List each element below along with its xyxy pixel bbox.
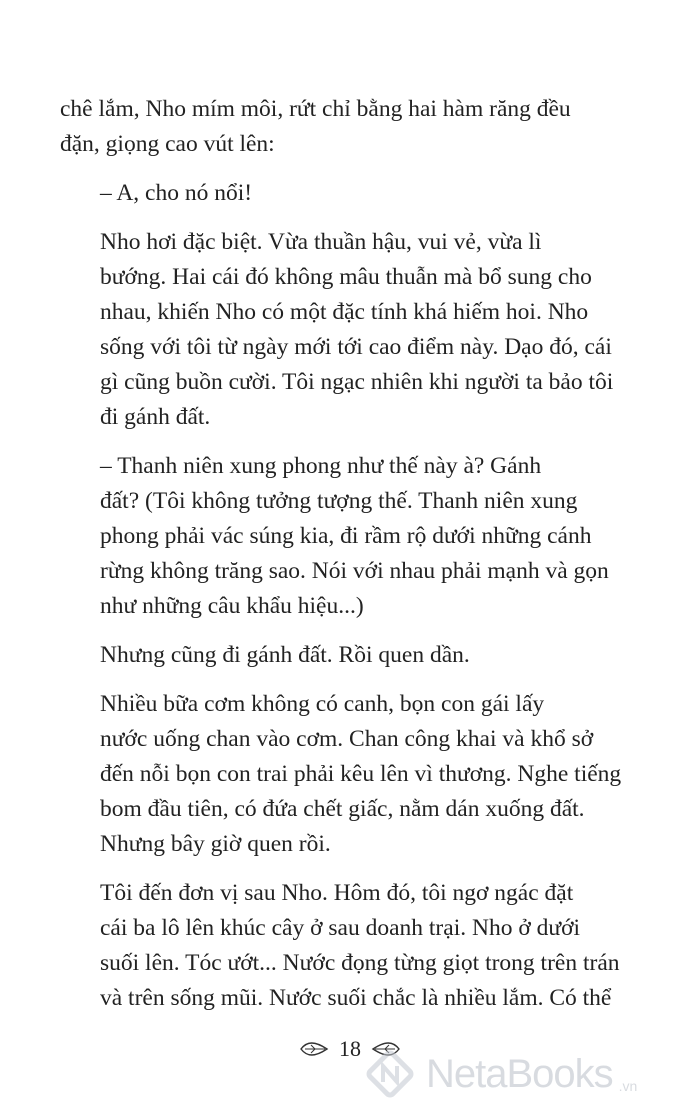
paragraph [60,687,644,862]
text-line: nước uống chan vào cơm. Chan công khai và khổ sở [100,726,594,752]
text-line: rừng không trăng sao. Nói với nhau phải mạnh và gọn [100,558,609,584]
text-line: cái ba lô lên khúc cây ở sau doanh trại. Nho ở dưới [100,915,581,941]
paragraph [60,638,644,673]
text-line: bướng. Hai cái đó không mâu thuẫn mà bổ sung cho [100,264,592,290]
text-line: phong phải vác súng kia, đi rầm rộ dưới những cánh [100,523,592,549]
text-line: sống với tôi từ ngày mới tới cao điểm này. Dạo đó, cái [100,334,612,360]
text-line: đến nỗi bọn con trai phải kêu lên vì thương. Nghe tiếng [100,761,622,787]
text-line: Nhiều bữa cơm không có canh, bọn con gái lấy [100,691,545,717]
text-line: suối lên. Tóc ướt... Nước đọng từng giọt trong trên trán [100,950,620,976]
paragraph [60,225,644,435]
page-number: 18 [339,1036,361,1061]
paragraph [60,449,644,624]
watermark-suffix: .vn [618,1078,638,1094]
watermark [360,1044,637,1104]
text-line: nhau, khiến Nho có một đặc tính khá hiếm hoi. Nho [100,299,589,325]
text-line: – A, cho nó nổi! [100,180,253,206]
text-line: gì cũng buồn cười. Tôi ngạc nhiên khi người ta bảo tôi [100,369,614,395]
watermark-text: NetaBooks [426,1051,613,1096]
text-line: chê lắm, Nho mím môi, rứt chỉ bằng hai hàm răng đều [60,96,571,122]
paragraph [60,176,644,211]
text-line: Nhưng bây giờ quen rồi. [100,831,331,857]
text-line: Nhưng cũng đi gánh đất. Rồi quen dần. [100,642,470,668]
page-text [60,92,644,1030]
text-line: đặn, giọng cao vút lên: [60,131,275,157]
text-line: và trên sống mũi. Nước suối chắc là nhiều lắm. Có thể [100,985,612,1011]
text-line: như những câu khẩu hiệu...) [100,593,364,619]
netabooks-logo-icon [360,1044,420,1104]
paragraph [60,92,644,162]
text-line: Tôi đến đơn vị sau Nho. Hôm đó, tôi ngơ ngác đặt [100,880,574,906]
text-line: đất? (Tôi không tưởng tượng thế. Thanh niên xung [100,488,578,514]
text-line: đi gánh đất. [100,404,211,430]
leaf-ornament-icon [299,1039,329,1059]
text-line: – Thanh niên xung phong như thế này à? Gánh [100,453,542,479]
text-line: Nho hơi đặc biệt. Vừa thuần hậu, vui vẻ, vừa lì [100,229,542,255]
text-line: bom đầu tiên, có đứa chết giấc, nằm dán xuống đất. [100,796,585,822]
paragraph [60,876,644,1016]
